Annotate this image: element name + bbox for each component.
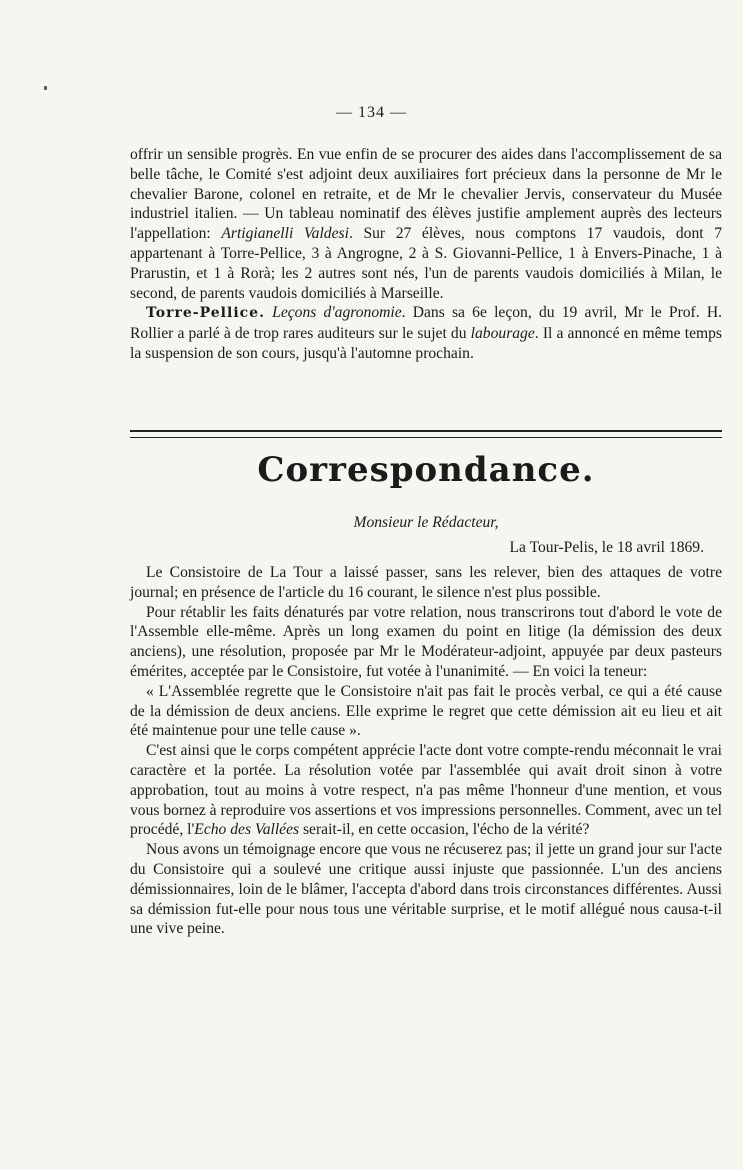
text-run: C'est ainsi que le corps compétent apprécie l'acte dont votre compte-rendu méconnait le vrai caractère et la portée. La résolution votée par l'assemblée qui avait droit sinon à votre approbation, tout au moins à votre respect, n'a pas même l'honneur d'une mention, et vous vous bornez à reproduire vos assertions et vos impressions personnelles. Comment, avec un tel procédé, l' <box>130 742 722 839</box>
paragraph: Nous avons un témoignage encore que vous ne récuserez pas; il jette un grand jour sur l'acte du Consistoire qui a soulevé une critique aussi injuste que passionnée. L'un des anciens démissionnaires, loin de le blâmer, l'accepta d'abord dans trois circonstances différentes. Aussi sa démission fut-elle pour nous tous une véritable surprise, et le motif allégué nous causa-t-il une vive peine. <box>130 841 722 938</box>
paragraph <box>130 303 722 363</box>
text-run: . Dans sa 6e leçon, du 19 avril, Mr le Prof. H. Rollier a parlé à de trop rares auditeurs sur le sujet du <box>130 304 722 343</box>
paragraph: Pour rétablir les faits dénaturés par votre relation, nous transcrirons tout d'abord le vote de l'Assemble elle-même. Après un long examen du point en litige (la démission des deux anciens), une résolution, proposée par Mr le Modérateur-adjoint, appuyée par deux pasteurs émérites, acceptée par le Consistoire, fut votée à l'unanimité. — En voici la teneur: <box>130 603 722 680</box>
text-run: offrir un sensible progrès. En vue enfin de se procurer des aides dans l'accomplissement de sa belle tâche, le Comité s'est adjoint deux auxiliaires fort précieux dans la personne de Mr le chevalier Barone, colonel en retraite, et de Mr le chevalier Jervis, conservateur du Musée industriel italien. — Un tableau nominatif des élèves justifie amplement auprès des lecteurs l'appellation: <box>130 146 722 243</box>
place-heading: Torre-Pellice. <box>146 305 265 322</box>
section-divider <box>130 430 722 438</box>
text-run: serait-il, en cette occasion, l'écho de la vérité? <box>299 821 590 839</box>
ink-speck <box>44 86 47 90</box>
section-heading: Correspondance. <box>257 450 595 490</box>
italic-run: Artigianelli Valdesi <box>221 225 349 243</box>
quotation: « L'Assemblée regrette que le Consistoire n'ait pas fait le procès verbal, ce qui a été cause de la démission de deux anciens. Elle exprime le regret que cette démission ait eu lieu et ait été maintenue pour une telle cause ». <box>130 682 722 740</box>
paragraph: Le Consistoire de La Tour a laissé passer, sans les relever, bien des attaques de votre journal; en présence de l'article du 16 courant, le silence n'est plus possible. <box>130 564 722 601</box>
letter-body <box>130 563 722 939</box>
italic-run: labourage <box>470 325 535 343</box>
italic-run: Leçons d'agronomie <box>272 304 402 322</box>
dateline: La Tour-Pelis, le 18 avril 1869. <box>509 539 704 556</box>
italic-run: Echo des Vallées <box>194 821 300 839</box>
paragraph <box>130 741 722 840</box>
salutation: Monsieur le Rédacteur, <box>353 514 499 531</box>
page-number: — 134 — <box>336 104 407 121</box>
news-section <box>130 145 722 364</box>
text-run: . Il a annoncé en même temps la suspension de son cours, jusqu'à l'automne prochain. <box>130 325 722 362</box>
paragraph <box>130 145 722 303</box>
text-run: . Sur 27 élèves, nous comptons 17 vaudois, dont 7 appartenant à Torre-Pellice, 3 à Angrogne, 2 à S. Giovanni-Pellice, 1 à Envers-Pinache, 1 à Prarustin, et 1 à Rorà; les 2 autres sont nés, l'un de parents vaudois domiciliés à Milan, le second, de parents vaudois domiciliés à Marseille. <box>130 225 723 302</box>
